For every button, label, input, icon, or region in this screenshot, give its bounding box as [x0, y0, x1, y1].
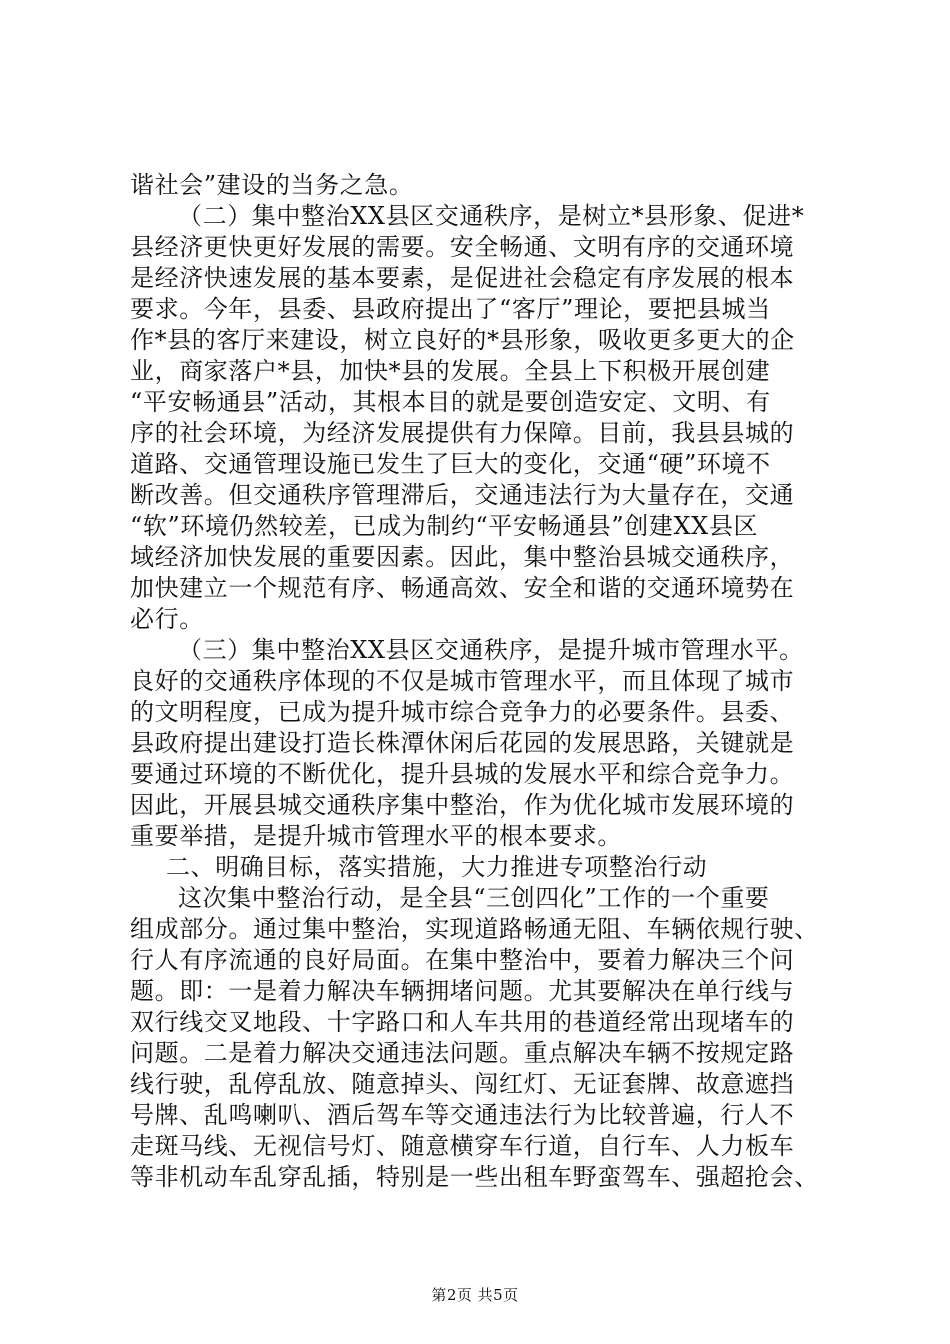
body-text-line: 业，商家落户*县，加快*县的发展。全县上下积极开展创建	[130, 357, 771, 385]
body-text-line: 重要举措，是提升城市管理水平的根本要求。	[130, 822, 622, 850]
body-text-line: 因此，开展县城交通秩序集中整治，作为优化城市发展环境的	[130, 791, 795, 819]
body-text-line: 的文明程度，已成为提升城市综合竞争力的必要条件。县委、	[130, 698, 795, 726]
body-text-line: 组成部分。通过集中整治，实现道路畅通无阻、车辆依规行驶、	[130, 915, 819, 943]
body-text-line: 这次集中整治行动，是全县“三创四化”工作的一个重要	[178, 884, 770, 912]
page-number-indicator: 第2页 共5页	[431, 1286, 519, 1304]
body-text-line: 作*县的客厅来建设，树立良好的*县形象，吸收更多更大的企	[130, 326, 795, 354]
body-text-line: 号牌、乱鸣喇叭、酒后驾车等交通违法行为比较普遍，行人不	[130, 1101, 795, 1129]
body-text-line: 域经济加快发展的重要因素。因此，集中整治县城交通秩序，	[130, 543, 795, 571]
body-text-line: 问题。二是着力解决交通违法问题。重点解决车辆不按规定路	[130, 1039, 795, 1067]
part-2-heading: 二、明确目标，落实措施，大力推进专项整治行动	[166, 853, 708, 881]
body-text-line: 等非机动车乱穿乱插，特别是一些出租车野蛮驾车、强超抢会、	[130, 1163, 819, 1191]
page-footer	[0, 1285, 950, 1305]
body-text-line: 要通过环境的不断优化，提升县城的发展水平和综合竞争力。	[130, 760, 795, 788]
body-text-line: 县政府提出建设打造长株潭休闲后花园的发展思路，关键就是	[130, 729, 795, 757]
body-text-line: 谐社会”建设的当务之急。	[130, 171, 414, 199]
body-text-line: “软”环境仍然较差，已成为制约“平安畅通县”创建XX县区	[130, 512, 759, 540]
body-text-line: 断改善。但交通秩序管理滞后，交通违法行为大量存在，交通	[130, 481, 795, 509]
body-text-line: 道路、交通管理设施已发生了巨大的变化，交通“硬”环境不	[130, 450, 771, 478]
body-text-line: 良好的交通秩序体现的不仅是城市管理水平，而且体现了城市	[130, 667, 795, 695]
body-text-line: 必行。	[130, 605, 204, 633]
document-body	[130, 170, 836, 1193]
body-text-line: 县经济更快更好发展的需要。安全畅通、文明有序的交通环境	[130, 233, 795, 261]
body-text-line: 题。即：一是着力解决车辆拥堵问题。尤其要解决在单行线与	[130, 977, 795, 1005]
body-text-line: 行人有序流通的良好局面。在集中整治中，要着力解决三个问	[130, 946, 795, 974]
body-text-line: 双行线交叉地段、十字路口和人车共用的巷道经常出现堵车的	[130, 1008, 795, 1036]
body-text-line: 序的社会环境，为经济发展提供有力保障。目前，我县县城的	[130, 419, 795, 447]
body-text-line: 是经济快速发展的基本要素，是促进社会稳定有序发展的根本	[130, 264, 795, 292]
body-text-line: 要求。今年，县委、县政府提出了“客厅”理论，要把县城当	[130, 295, 771, 323]
section-3-heading-line: （三）集中整治XX县区交通秩序，是提升城市管理水平。	[178, 636, 804, 664]
section-2-heading-line: （二）集中整治XX县区交通秩序，是树立*县形象、促进*	[178, 202, 805, 230]
body-text-line: “平安畅通县”活动，其根本目的就是要创造安定、文明、有	[130, 388, 771, 416]
body-text-line: 加快建立一个规范有序、畅通高效、安全和谐的交通环境势在	[130, 574, 795, 602]
body-text-line: 走斑马线、无视信号灯、随意横穿车行道，自行车、人力板车	[130, 1132, 795, 1160]
body-text-line: 线行驶，乱停乱放、随意掉头、闯红灯、无证套牌、故意遮挡	[130, 1070, 795, 1098]
